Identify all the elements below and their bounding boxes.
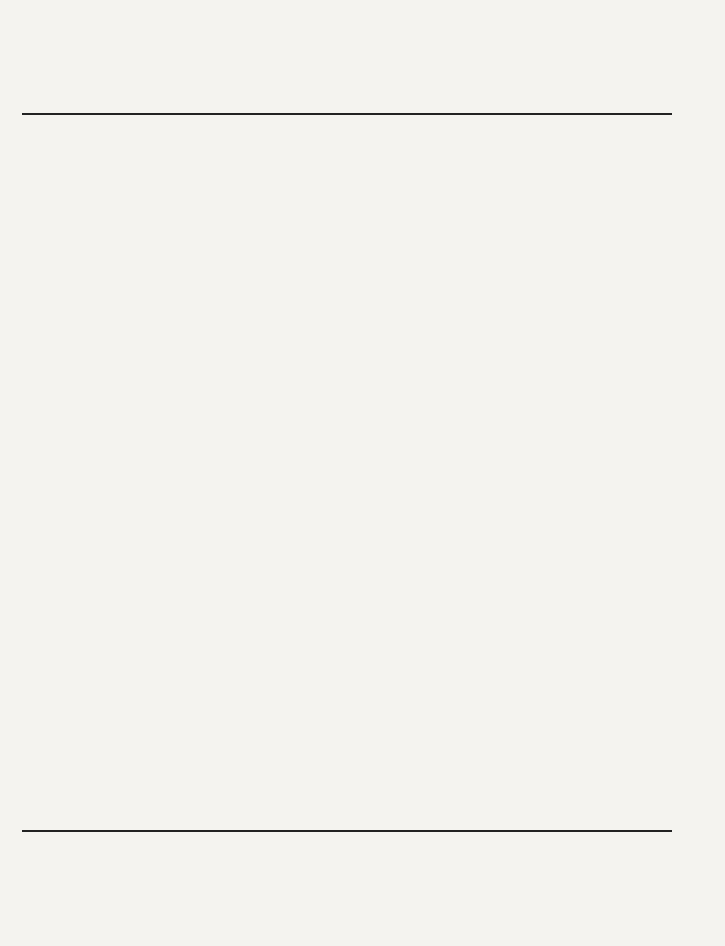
top-rule	[22, 113, 672, 115]
timetable-grid	[182, 120, 527, 832]
